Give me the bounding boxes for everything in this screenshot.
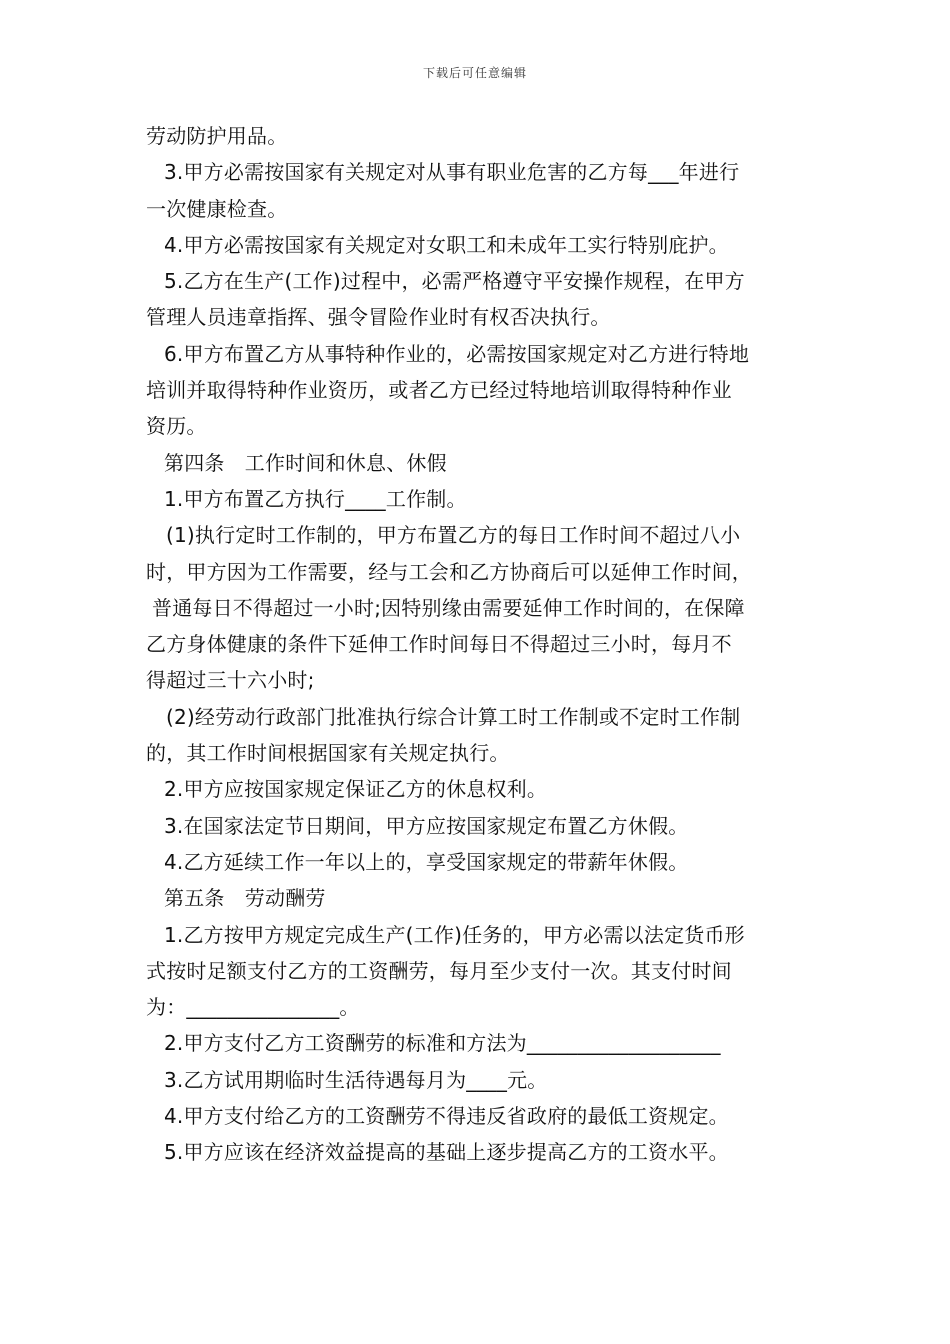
text-line: 培训并取得特种作业资历，或者乙方已经过特地培训取得特种作业 [146,378,732,403]
text-line: 的，其工作时间根据国家有关规定执行。 [146,741,510,766]
page-header-note: 下载后可任意编辑 [422,66,527,80]
text-line: 4.甲方必需按国家有关规定对女职工和未成年工实行特别庇护。 [164,232,729,257]
section-heading: 第四条 工作时间和休息、休假 [164,450,447,475]
text-line: 2.甲方支付乙方工资酬劳的标准和方法为___________________ [164,1031,721,1056]
text-line: 3.甲方必需按国家有关规定对从事有职业危害的乙方每___年进行 [164,160,740,185]
text-line: 6.甲方布置乙方从事特种作业的，必需按国家规定对乙方进行特地 [164,341,750,366]
text-line: 5.甲方应该在经济效益提高的基础上逐步提高乙方的工资水平。 [164,1140,729,1165]
text-line: (2)经劳动行政部门批准执行综合计算工时工作制或不定时工作制 [166,704,741,729]
text-line: 4.甲方支付给乙方的工资酬劳不得违反省政府的最低工资规定。 [164,1104,729,1129]
document-body [146,118,816,1171]
text-line: 4.乙方延续工作一年以上的，享受国家规定的带薪年休假。 [164,849,689,874]
text-line: 时，甲方因为工作需要，经与工会和乙方协商后可以延伸工作时间， [146,559,752,584]
text-line: 5.乙方在生产(工作)过程中，必需严格遵守平安操作规程，在甲方 [164,269,745,294]
text-line: 劳动防护用品。 [146,124,288,148]
text-line: 普通每日不得超过一小时;因特别缘由需要延伸工作时间的，在保障 [152,595,745,620]
section-heading: 第五条 劳动酬劳 [164,886,326,911]
text-line: 式按时足额支付乙方的工资酬劳，每月至少支付一次。其支付时间 [146,958,732,983]
text-line: 资历。 [146,414,207,439]
text-line: 乙方身体健康的条件下延伸工作时间每日不得超过三小时，每月不 [146,632,732,657]
text-line: 2.甲方应按国家规定保证乙方的休息权利。 [164,777,548,802]
text-line: 得超过三十六小时; [146,668,315,693]
text-line: 1.甲方布置乙方执行____工作制。 [164,486,467,511]
text-line: 一次健康检查。 [146,196,288,221]
text-line: 3.在国家法定节日期间，甲方应按国家规定布置乙方休假。 [164,813,689,838]
text-line: 1.乙方按甲方规定完成生产(工作)任务的，甲方必需以法定货币形 [164,922,745,947]
text-line: 为：_______________。 [146,995,360,1020]
text-line: (1)执行定时工作制的，甲方布置乙方的每日工作时间不超过八小 [166,523,741,548]
text-line: 3.乙方试用期临时生活待遇每月为____元。 [164,1067,548,1092]
text-line: 管理人员违章指挥、强令冒险作业时有权否决执行。 [146,305,611,330]
